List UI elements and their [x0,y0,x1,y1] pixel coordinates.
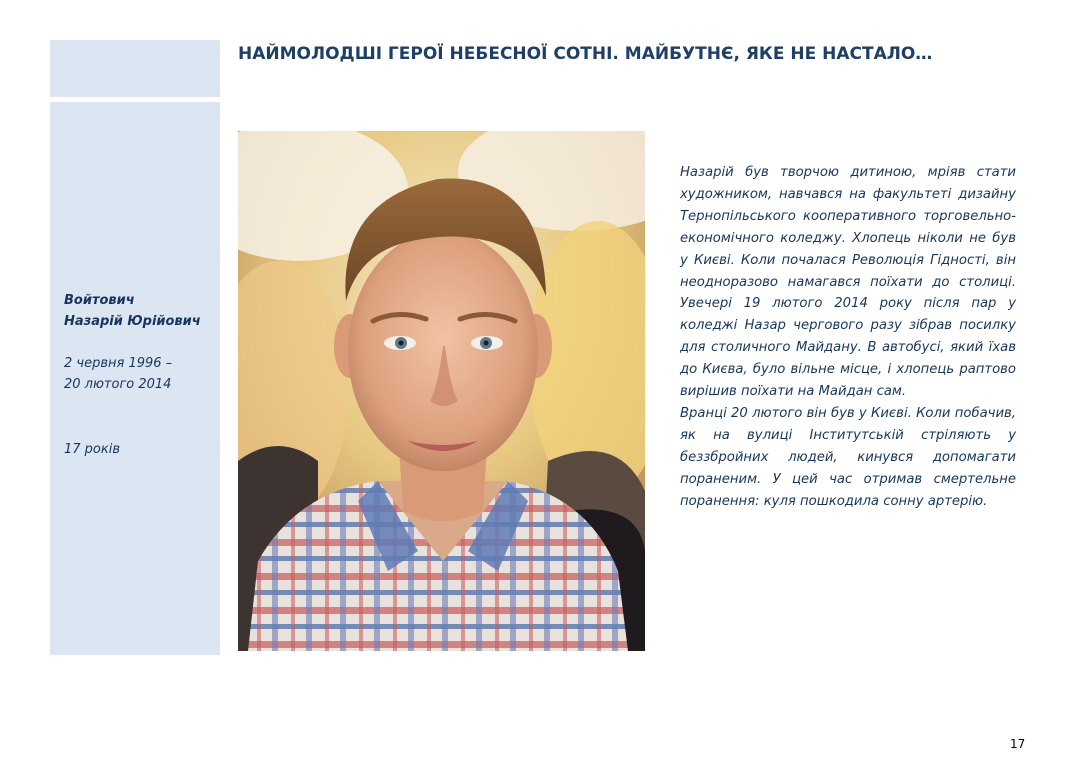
biography-paragraph-2: Вранці 20 лютого він був у Києві. Коли побачив, як на вулиці Інститутській стріляють у беззбройних людей, кинувся допомагати пораненим. У цей час отримав смертельне поранення: куля пошкодила сонну артерію. [680,405,1016,509]
person-birth-date: 2 червня 1996 – [64,356,173,371]
portrait-illustration [238,131,645,651]
biography-paragraph-1: Назарій був творчою дитиною, мріяв стати художником, навчався на факультеті дизайну Тернопільського кооперативного торговельно-економічного коледжу. Хлопець ніколи не був у Києві. Коли почалася Революція Гідності, він неодноразово намагався поїхати до столиці. Увечері 19 лютого 2014 року після пар у коледжі Назар чергового разу зібрав посилку для столичного Майдану. В автобусі, який їхав до Києва, було вільне місце, і хлопець раптово вирішив поїхати на Майдан сам. [680,165,1016,400]
biography-text [680,162,1016,513]
person-age: 17 років [64,442,121,457]
person-death-date: 20 лютого 2014 [64,377,172,392]
portrait-photo [238,131,645,651]
page-number: 17 [1010,737,1026,751]
sidebar-header-block [50,40,220,97]
person-surname: Войтович [64,293,135,308]
person-info [64,290,214,460]
person-given-names: Назарій Юрійович [64,314,201,329]
page-title: НАЙМОЛОДШІ ГЕРОЇ НЕБЕСНОЇ СОТНІ. МАЙБУТНЄ, ЯКЕ НЕ НАСТАЛО… [238,44,933,64]
